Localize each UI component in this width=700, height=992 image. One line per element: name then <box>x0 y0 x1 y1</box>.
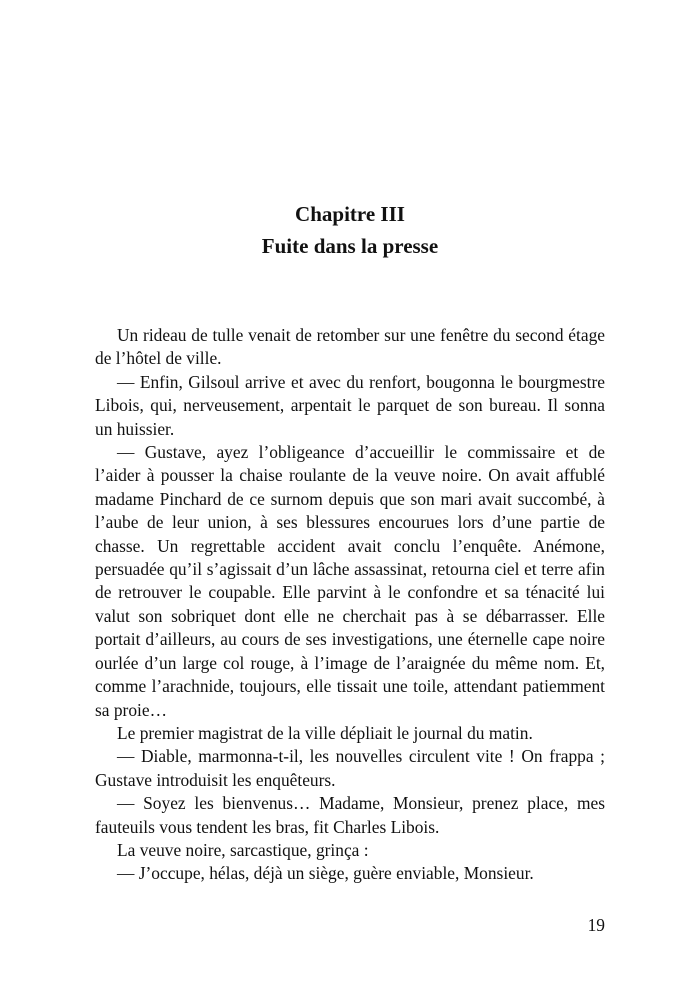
paragraph: — Soyez les bienvenus… Madame, Monsieur, prenez place, mes fauteuils vous tendent les bras, fit Charles Libois. <box>95 793 605 837</box>
paragraph: — J’occupe, hélas, déjà un siège, guère enviable, Monsieur. <box>117 863 534 884</box>
paragraph: — Gustave, ayez l’obligeance d’accueillir le commissaire et de l’aider à pousser la chaise roulante de la veuve noire. On avait affublé madame Pinchard de ce surnom depuis que son mari avait succombé, à l’aube de leur union, à ses blessures encourues lors d’une partie de chasse. Un regrettable accident avait conclu l’enquête. Anémone, persuadée qu’il s’agissait d’un lâche assassinat, retourna ciel et terre afin de retrouver le coupable. Elle parvint à le confondre et sa ténacité lui valut son sobriquet dont elle ne cherchait pas à se débarrasser. Elle portait d’ailleurs, au cours de ses investigations, une éternelle cape noire ourlée d’un large col rouge, à l’image de l’araignée du même nom. Et, comme l’arachnide, toujours, elle tissait une toile, attendant patiemment sa proie… <box>95 442 605 720</box>
paragraph: — Enfin, Gilsoul arrive et avec du renfort, bougonna le bourgmestre Libois, qui, nerveusement, arpentait le parquet de son bureau. Il sonna un huissier. <box>95 371 605 439</box>
paragraph: Un rideau de tulle venait de retomber sur une fenêtre du second étage de l’hôtel de ville. <box>95 325 605 369</box>
paragraph: La veuve noire, sarcastique, grinça : <box>117 839 369 860</box>
page-number: 19 <box>587 915 605 935</box>
chapter-heading <box>0 198 700 262</box>
chapter-title: Fuite dans la presse <box>261 234 439 258</box>
paragraph: Le premier magistrat de la ville dépliait le journal du matin. <box>117 722 533 743</box>
paragraph: — Diable, marmonna-t-il, les nouvelles circulent vite ! On frappa ; Gustave introduisit les enquêteurs. <box>95 746 605 790</box>
chapter-body <box>95 324 605 886</box>
chapter-number: Chapitre III <box>295 202 405 226</box>
